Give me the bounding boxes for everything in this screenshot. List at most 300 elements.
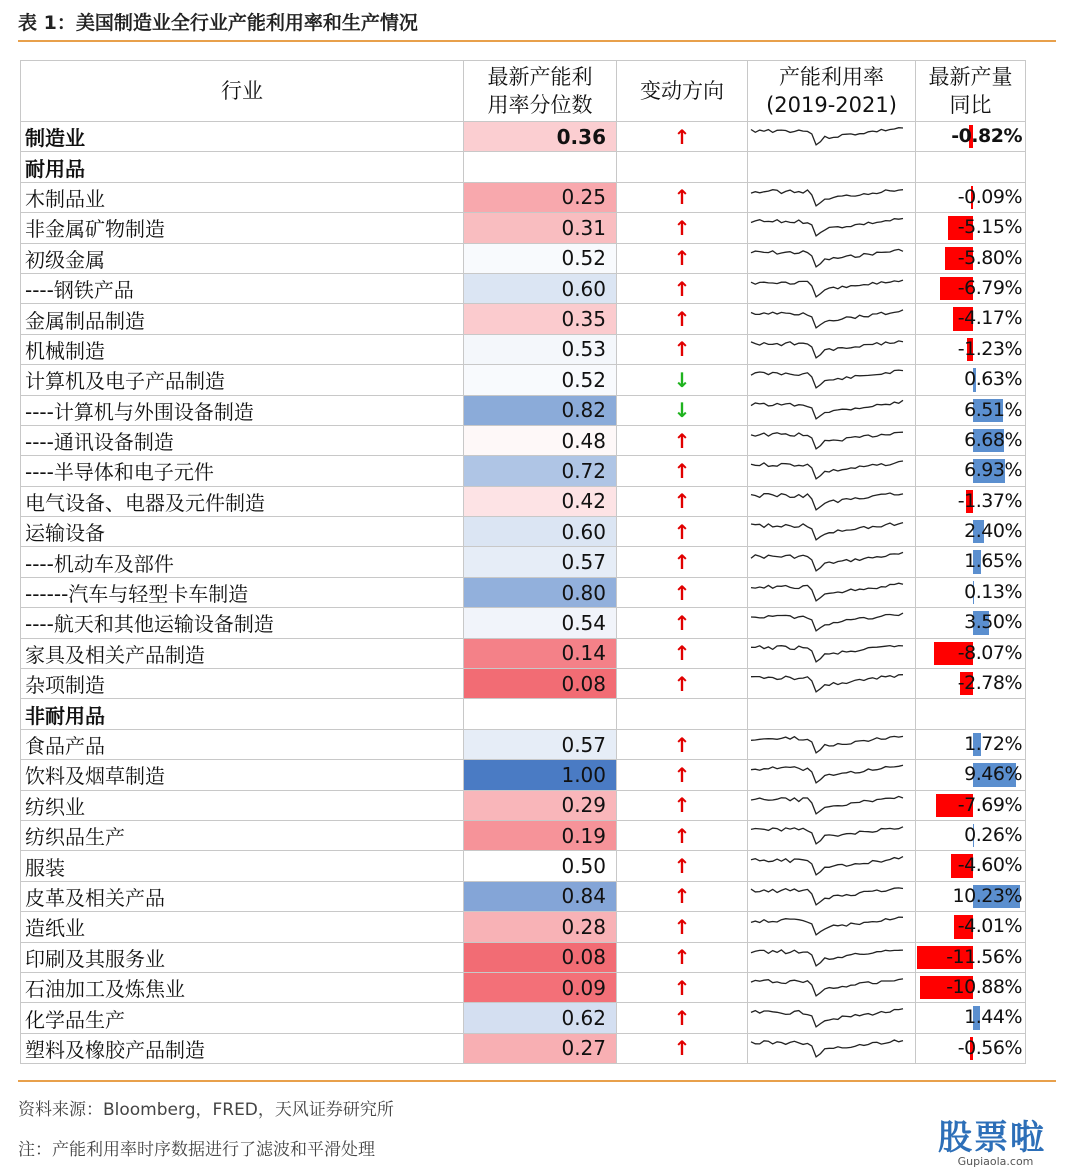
arrow-up-icon: ↑ xyxy=(673,732,691,757)
arrow-up-icon: ↑ xyxy=(673,762,691,787)
sparkline-path xyxy=(751,1040,903,1057)
table-row xyxy=(21,517,1026,547)
table-row xyxy=(21,456,1026,486)
direction-cell xyxy=(617,304,748,334)
sparkline-path xyxy=(751,309,903,327)
percentile-value: 0.62 xyxy=(464,1003,617,1033)
sparkline-path xyxy=(751,645,903,661)
empty-cell xyxy=(916,699,1026,729)
arrow-up-icon: ↑ xyxy=(673,428,691,453)
header-percentile: 最新产能利用率分位数 xyxy=(464,61,617,122)
yoy-cell xyxy=(916,760,1026,790)
yoy-cell xyxy=(916,790,1026,820)
table-row xyxy=(21,820,1026,850)
yoy-value: -2.78% xyxy=(957,672,1022,695)
table-row xyxy=(21,547,1026,577)
table-row xyxy=(21,729,1026,759)
industry-name: ----计算机与外围设备制造 xyxy=(21,395,464,425)
direction-cell xyxy=(617,577,748,607)
table-row xyxy=(21,395,1026,425)
yoy-value: -4.60% xyxy=(957,854,1022,877)
percentile-value: 0.19 xyxy=(464,820,617,850)
industry-name: ----机动车及部件 xyxy=(21,547,464,577)
industry-name: 初级金属 xyxy=(21,243,464,273)
yoy-value: -10.88% xyxy=(946,975,1022,998)
percentile-value: 0.52 xyxy=(464,365,617,395)
yoy-cell xyxy=(916,304,1026,334)
table-row xyxy=(21,851,1026,881)
sparkline-path xyxy=(751,432,903,449)
sparkline-path xyxy=(751,493,903,510)
empty-cell xyxy=(464,699,617,729)
sparkline-path xyxy=(751,736,903,753)
table-row xyxy=(21,122,1026,152)
arrow-up-icon: ↑ xyxy=(673,550,691,575)
table-row xyxy=(21,213,1026,243)
yoy-cell xyxy=(916,881,1026,911)
direction-cell xyxy=(617,456,748,486)
trend-sparkline-cell xyxy=(748,517,916,547)
trend-sparkline-cell xyxy=(748,122,916,152)
percentile-value: 0.08 xyxy=(464,942,617,972)
table-row xyxy=(21,1033,1026,1063)
direction-cell xyxy=(617,486,748,516)
trend-sparkline-cell xyxy=(748,547,916,577)
trend-sparkline xyxy=(748,456,914,485)
arrow-up-icon: ↑ xyxy=(673,307,691,332)
trend-sparkline xyxy=(748,578,914,607)
yoy-cell xyxy=(916,669,1026,699)
yoy-value: -5.80% xyxy=(957,246,1022,269)
direction-cell xyxy=(617,517,748,547)
percentile-value: 0.48 xyxy=(464,425,617,455)
table-row xyxy=(21,790,1026,820)
percentile-value: 0.31 xyxy=(464,213,617,243)
table-row xyxy=(21,942,1026,972)
arrow-up-icon: ↑ xyxy=(673,975,691,1000)
percentile-value: 0.36 xyxy=(464,122,617,152)
trend-sparkline xyxy=(748,882,914,911)
yoy-cell xyxy=(916,425,1026,455)
percentile-value: 0.60 xyxy=(464,517,617,547)
trend-sparkline-cell xyxy=(748,669,916,699)
yoy-cell xyxy=(916,912,1026,942)
percentile-value: 0.29 xyxy=(464,790,617,820)
yoy-value: -4.17% xyxy=(957,307,1022,330)
percentile-value: 0.09 xyxy=(464,972,617,1002)
percentile-value: 0.60 xyxy=(464,273,617,303)
sparkline-path xyxy=(751,400,903,419)
arrow-up-icon: ↑ xyxy=(673,914,691,939)
trend-sparkline-cell xyxy=(748,182,916,212)
table-row xyxy=(21,669,1026,699)
percentile-value: 0.84 xyxy=(464,881,617,911)
sparkline-path xyxy=(751,856,903,874)
direction-cell xyxy=(617,243,748,273)
yoy-cell xyxy=(916,213,1026,243)
watermark-logo xyxy=(938,1110,1053,1168)
industry-name: ----钢铁产品 xyxy=(21,273,464,303)
trend-sparkline xyxy=(748,517,914,546)
percentile-value: 0.57 xyxy=(464,729,617,759)
trend-sparkline xyxy=(748,943,914,972)
yoy-value: 6.93% xyxy=(964,459,1022,482)
arrow-up-icon: ↑ xyxy=(673,185,691,210)
yoy-cell xyxy=(916,486,1026,516)
percentile-value: 0.53 xyxy=(464,334,617,364)
bottom-divider xyxy=(18,1080,1056,1082)
direction-cell xyxy=(617,334,748,364)
yoy-cell xyxy=(916,456,1026,486)
table-row xyxy=(21,1003,1026,1033)
category-row xyxy=(21,152,1026,182)
arrow-up-icon: ↑ xyxy=(673,610,691,635)
sparkline-path xyxy=(751,128,903,145)
yoy-cell xyxy=(916,851,1026,881)
trend-sparkline-cell xyxy=(748,425,916,455)
yoy-value: 1.65% xyxy=(964,550,1022,573)
table-title: 表 1：美国制造业全行业产能利用率和生产情况 xyxy=(18,12,418,34)
direction-cell xyxy=(617,1003,748,1033)
direction-cell xyxy=(617,972,748,1002)
arrow-up-icon: ↑ xyxy=(673,519,691,544)
trend-sparkline-cell xyxy=(748,273,916,303)
sparkline-path xyxy=(751,827,903,844)
industry-name: 电气设备、电器及元件制造 xyxy=(21,486,464,516)
watermark-glyphs: 股票啦 xyxy=(938,1118,1046,1158)
industry-name: 石油加工及炼焦业 xyxy=(21,972,464,1002)
trend-sparkline-cell xyxy=(748,942,916,972)
table-row xyxy=(21,273,1026,303)
yoy-value: 0.26% xyxy=(964,823,1022,846)
direction-cell xyxy=(617,881,748,911)
empty-cell xyxy=(617,152,748,182)
percentile-value: 0.42 xyxy=(464,486,617,516)
yoy-value: 1.44% xyxy=(964,1006,1022,1029)
table-row xyxy=(21,638,1026,668)
table-row xyxy=(21,182,1026,212)
direction-cell xyxy=(617,669,748,699)
percentile-value: 0.72 xyxy=(464,456,617,486)
trend-sparkline-cell xyxy=(748,577,916,607)
table-row xyxy=(21,304,1026,334)
arrow-up-icon: ↑ xyxy=(673,458,691,483)
sparkline-path xyxy=(751,249,903,267)
trend-sparkline xyxy=(748,791,914,820)
yoy-cell xyxy=(916,517,1026,547)
industry-name: 金属制品制造 xyxy=(21,304,464,334)
sparkline-path xyxy=(751,766,903,784)
yoy-cell xyxy=(916,243,1026,273)
yoy-cell xyxy=(916,1033,1026,1063)
trend-sparkline xyxy=(748,335,914,364)
table-row xyxy=(21,577,1026,607)
direction-cell xyxy=(617,213,748,243)
trend-sparkline-cell xyxy=(748,395,916,425)
sparkline-path xyxy=(751,614,903,632)
percentile-value: 0.28 xyxy=(464,912,617,942)
trend-sparkline-cell xyxy=(748,1003,916,1033)
direction-cell xyxy=(617,273,748,303)
header-trend: 产能利用率(2019-2021) xyxy=(748,61,916,122)
arrow-up-icon: ↑ xyxy=(673,580,691,605)
yoy-value: -5.15% xyxy=(957,216,1022,239)
industry-name: 造纸业 xyxy=(21,912,464,942)
sparkline-path xyxy=(751,370,903,388)
sparkline-path xyxy=(751,888,903,905)
yoy-value: 6.68% xyxy=(964,428,1022,451)
table-container xyxy=(20,60,1026,1064)
percentile-value: 0.50 xyxy=(464,851,617,881)
table-row xyxy=(21,912,1026,942)
yoy-cell xyxy=(916,365,1026,395)
trend-sparkline-cell xyxy=(748,213,916,243)
direction-cell xyxy=(617,425,748,455)
method-note: 注：产能利用率时序数据进行了滤波和平滑处理 xyxy=(18,1140,375,1160)
percentile-value: 1.00 xyxy=(464,760,617,790)
sparkline-path xyxy=(751,979,903,996)
sparkline-path xyxy=(751,341,903,358)
yoy-cell xyxy=(916,577,1026,607)
yoy-value: 9.46% xyxy=(964,763,1022,786)
industry-name: 皮革及相关产品 xyxy=(21,881,464,911)
yoy-cell xyxy=(916,182,1026,212)
arrow-up-icon: ↑ xyxy=(673,641,691,666)
header-direction: 变动方向 xyxy=(617,61,748,122)
trend-sparkline xyxy=(748,487,914,516)
arrow-up-icon: ↑ xyxy=(673,215,691,240)
trend-sparkline xyxy=(748,426,914,455)
trend-sparkline xyxy=(748,548,914,577)
trend-sparkline-cell xyxy=(748,912,916,942)
category-row xyxy=(21,699,1026,729)
yoy-value: 0.13% xyxy=(964,580,1022,603)
direction-cell xyxy=(617,182,748,212)
yoy-value: -1.23% xyxy=(957,337,1022,360)
direction-cell xyxy=(617,608,748,638)
arrow-up-icon: ↑ xyxy=(673,1036,691,1061)
percentile-value: 0.25 xyxy=(464,182,617,212)
sparkline-path xyxy=(751,796,903,814)
yoy-cell xyxy=(916,334,1026,364)
trend-sparkline-cell xyxy=(748,638,916,668)
yoy-cell xyxy=(916,547,1026,577)
yoy-value: -7.69% xyxy=(957,793,1022,816)
table-row xyxy=(21,881,1026,911)
trend-sparkline xyxy=(748,669,914,698)
industry-name: 服装 xyxy=(21,851,464,881)
direction-cell xyxy=(617,851,748,881)
category-label: 耐用品 xyxy=(21,152,464,182)
table-row xyxy=(21,486,1026,516)
direction-cell xyxy=(617,942,748,972)
trend-sparkline xyxy=(748,213,914,242)
industry-name: 纺织品生产 xyxy=(21,820,464,850)
yoy-value: 10.23% xyxy=(952,884,1022,907)
industry-name: 化学品生产 xyxy=(21,1003,464,1033)
industry-name: 食品产品 xyxy=(21,729,464,759)
trend-sparkline xyxy=(748,852,914,881)
empty-cell xyxy=(748,699,916,729)
yoy-value: 2.40% xyxy=(964,520,1022,543)
table-row xyxy=(21,365,1026,395)
trend-sparkline xyxy=(748,305,914,334)
percentile-value: 0.80 xyxy=(464,577,617,607)
trend-sparkline xyxy=(748,730,914,759)
trend-sparkline-cell xyxy=(748,304,916,334)
trend-sparkline xyxy=(748,912,914,941)
industry-name: 制造业 xyxy=(21,122,464,152)
sparkline-path xyxy=(751,190,903,206)
top-divider xyxy=(18,40,1056,42)
industry-name: ----航天和其他运输设备制造 xyxy=(21,608,464,638)
arrow-up-icon: ↑ xyxy=(673,945,691,970)
trend-sparkline-cell xyxy=(748,243,916,273)
arrow-up-icon: ↑ xyxy=(673,276,691,301)
yoy-cell xyxy=(916,972,1026,1002)
table-row xyxy=(21,972,1026,1002)
trend-sparkline xyxy=(748,122,914,151)
sparkline-path xyxy=(751,675,903,692)
sparkline-path xyxy=(751,461,903,479)
trend-sparkline-cell xyxy=(748,456,916,486)
trend-sparkline-cell xyxy=(748,972,916,1002)
yoy-cell xyxy=(916,638,1026,668)
table-body xyxy=(21,122,1026,1064)
direction-cell xyxy=(617,365,748,395)
direction-cell xyxy=(617,790,748,820)
arrow-up-icon: ↑ xyxy=(673,246,691,271)
trend-sparkline-cell xyxy=(748,790,916,820)
direction-cell xyxy=(617,912,748,942)
source-note: 资料来源：Bloomberg，FRED，天风证券研究所 xyxy=(18,1100,394,1120)
trend-sparkline-cell xyxy=(748,486,916,516)
yoy-value: -4.01% xyxy=(957,915,1022,938)
trend-sparkline-cell xyxy=(748,365,916,395)
industry-name: 非金属矿物制造 xyxy=(21,213,464,243)
arrow-down-icon: ↓ xyxy=(673,367,691,392)
arrow-up-icon: ↑ xyxy=(673,124,691,149)
empty-cell xyxy=(748,152,916,182)
empty-cell xyxy=(916,152,1026,182)
yoy-value: 0.63% xyxy=(964,368,1022,391)
yoy-value: 3.50% xyxy=(964,611,1022,634)
sparkline-path xyxy=(751,219,903,236)
industry-name: ------汽车与轻型卡车制造 xyxy=(21,577,464,607)
trend-sparkline xyxy=(748,274,914,303)
arrow-up-icon: ↑ xyxy=(673,793,691,818)
industry-name: 运输设备 xyxy=(21,517,464,547)
industry-name: 家具及相关产品制造 xyxy=(21,638,464,668)
sparkline-path xyxy=(751,552,903,571)
trend-sparkline xyxy=(748,1034,914,1063)
yoy-value: 1.72% xyxy=(964,732,1022,755)
industry-name: 计算机及电子产品制造 xyxy=(21,365,464,395)
percentile-value: 0.14 xyxy=(464,638,617,668)
trend-sparkline xyxy=(748,639,914,668)
table-row xyxy=(21,760,1026,790)
sparkline-path xyxy=(751,917,903,935)
sparkline-path xyxy=(751,523,903,540)
arrow-up-icon: ↑ xyxy=(673,1006,691,1031)
sparkline-path xyxy=(751,583,903,601)
trend-sparkline xyxy=(748,365,914,394)
trend-sparkline xyxy=(748,760,914,789)
yoy-cell xyxy=(916,608,1026,638)
yoy-value: -11.56% xyxy=(946,945,1022,968)
direction-cell xyxy=(617,395,748,425)
industry-name: ----通讯设备制造 xyxy=(21,425,464,455)
trend-sparkline-cell xyxy=(748,820,916,850)
direction-cell xyxy=(617,547,748,577)
trend-sparkline-cell xyxy=(748,729,916,759)
header-industry: 行业 xyxy=(21,61,464,122)
percentile-value: 0.82 xyxy=(464,395,617,425)
sparkline-path xyxy=(751,1008,903,1026)
table-row xyxy=(21,243,1026,273)
arrow-up-icon: ↑ xyxy=(673,671,691,696)
arrow-up-icon: ↑ xyxy=(673,337,691,362)
yoy-cell xyxy=(916,122,1026,152)
trend-sparkline xyxy=(748,821,914,850)
industry-name: 饮料及烟草制造 xyxy=(21,760,464,790)
industry-name: ----半导体和电子元件 xyxy=(21,456,464,486)
industry-name: 机械制造 xyxy=(21,334,464,364)
yoy-cell xyxy=(916,942,1026,972)
trend-sparkline-cell xyxy=(748,760,916,790)
trend-sparkline xyxy=(748,244,914,273)
watermark-url: Gupiaola.com xyxy=(957,1155,1034,1168)
percentile-value: 0.35 xyxy=(464,304,617,334)
direction-cell xyxy=(617,638,748,668)
trend-sparkline-cell xyxy=(748,608,916,638)
category-label: 非耐用品 xyxy=(21,699,464,729)
trend-sparkline xyxy=(748,396,914,425)
yoy-value: 6.51% xyxy=(964,398,1022,421)
industry-name: 木制品业 xyxy=(21,182,464,212)
arrow-up-icon: ↑ xyxy=(673,823,691,848)
direction-cell xyxy=(617,760,748,790)
direction-cell xyxy=(617,820,748,850)
direction-cell xyxy=(617,1033,748,1063)
industry-name: 纺织业 xyxy=(21,790,464,820)
yoy-cell xyxy=(916,1003,1026,1033)
industry-name: 塑料及橡胶产品制造 xyxy=(21,1033,464,1063)
percentile-value: 0.27 xyxy=(464,1033,617,1063)
capacity-utilization-table xyxy=(20,60,1026,1064)
yoy-value: -0.09% xyxy=(957,185,1022,208)
direction-cell xyxy=(617,729,748,759)
yoy-cell xyxy=(916,729,1026,759)
trend-sparkline-cell xyxy=(748,1033,916,1063)
trend-sparkline xyxy=(748,183,914,212)
header-row xyxy=(21,61,1026,122)
yoy-value: -1.37% xyxy=(957,489,1022,512)
arrow-up-icon: ↑ xyxy=(673,884,691,909)
table-row xyxy=(21,425,1026,455)
yoy-cell xyxy=(916,273,1026,303)
percentile-value: 0.57 xyxy=(464,547,617,577)
yoy-cell xyxy=(916,820,1026,850)
yoy-value: -0.82% xyxy=(951,125,1022,147)
trend-sparkline xyxy=(748,608,914,637)
sparkline-path xyxy=(751,950,903,966)
header-yoy: 最新产量同比 xyxy=(916,61,1026,122)
percentile-value: 0.52 xyxy=(464,243,617,273)
sparkline-path xyxy=(751,280,903,297)
yoy-cell xyxy=(916,395,1026,425)
yoy-value: -6.79% xyxy=(957,276,1022,299)
